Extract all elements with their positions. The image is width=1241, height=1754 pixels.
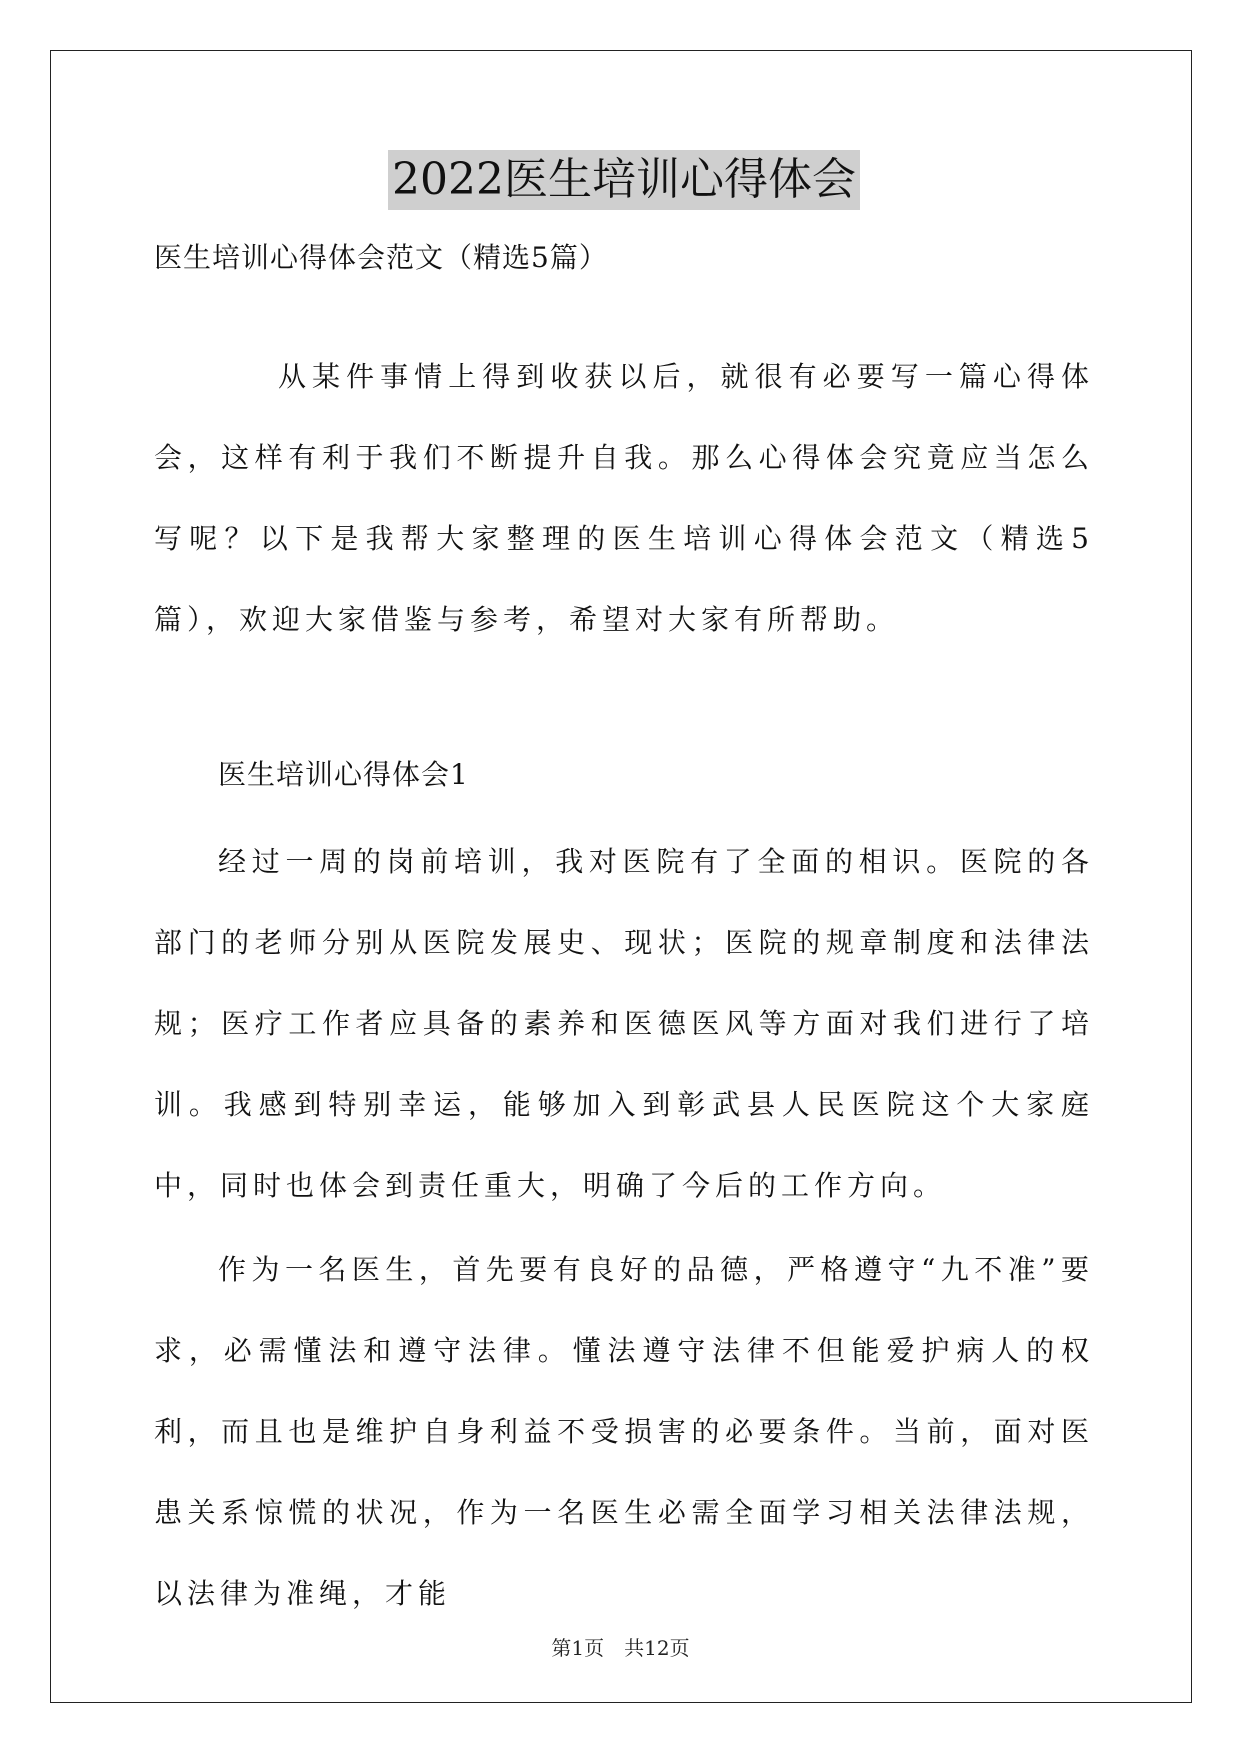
intro-paragraph: 从某件事情上得到收获以后，就很有必要写一篇心得体会，这样有利于我们不断提升自我。那么心得体会究竟应当怎么写呢？以下是我帮大家整理的医生培训心得体会范文（精选5篇），欢迎大家借鉴与参考，希望对大家有所帮助。 — [154, 360, 1094, 636]
body-paragraph-1: 经过一周的岗前培训，我对医院有了全面的相识。医院的各部门的老师分别从医院发展史、现状；医院的规章制度和法律法规；医疗工作者应具备的素养和医德医风等方面对我们进行了培训。我感到特别幸运，能够加入到彰武县人民医院这个大家庭中，同时也体会到责任重大，明确了今后的工作方向。 — [154, 845, 1094, 1202]
body-paragraph-2: 作为一名医生，首先要有良好的品德，严格遵守“九不准”要求，必需懂法和遵守法律。懂法遵守法律不但能爱护病人的权利，而且也是维护自身利益不受损害的必要条件。当前，面对医患关系惊慌的状况，作为一名医生必需全面学习相关法律法规，以法律为准绳，才能 — [154, 1253, 1094, 1610]
page-number-footer: 第1页 共12页 — [551, 1636, 690, 1660]
document-subtitle: 医生培训心得体会范文（精选5篇） — [154, 241, 608, 274]
document-title-wrap — [154, 150, 1094, 210]
document-title: 2022医生培训心得体会 — [388, 150, 860, 210]
section-heading: 医生培训心得体会1 — [218, 758, 469, 791]
